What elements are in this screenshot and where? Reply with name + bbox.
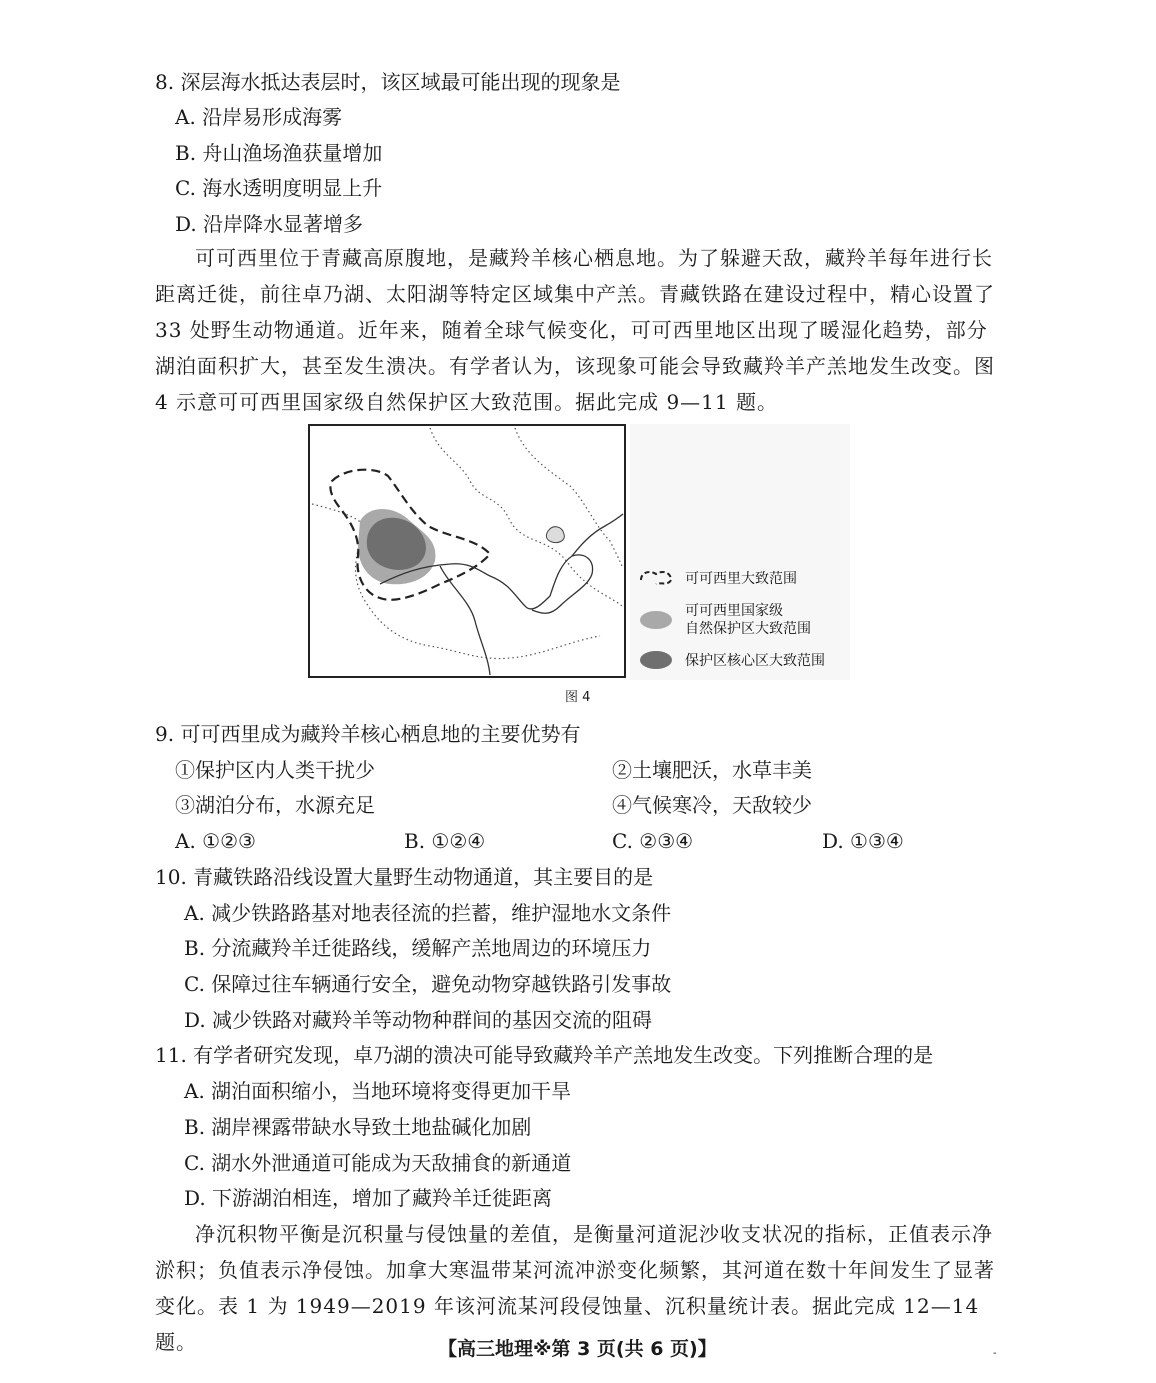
figure-caption: 图 4	[565, 690, 591, 705]
passage-kekexili: 可可西里位于青藏高原腹地，是藏羚羊核心栖息地。为了躲避天敌，藏羚羊每年进行长距离迁徙，前往卓乃湖、太阳湖等特定区域集中产羔。青藏铁路在建设过程中，精心设置了 33 处野生动物通道。近年来，随着全球气候变化，可可西里地区出现了暖湿化趋势，部分湖泊面积扩大，甚至发生溃决。有学者认为，该现象可能会导致藏羚羊产羔地发生改变。图 4 示意可可西里国家级自然保护区大致范围。据此完成 9—11 题。	[155, 246, 995, 414]
q11-option-c: C. 湖水外泄通道可能成为天敌捕食的新通道	[184, 1151, 572, 1175]
q10-option-b: B. 分流藏羚羊迁徙路线，缓解产羔地周边的环境压力	[184, 936, 652, 960]
q11-option-b: B. 湖岸裸露带缺水导致土地盐碱化加剧	[184, 1115, 532, 1139]
map-legend	[630, 424, 850, 680]
page-footer: 【高三地理※第 3 页(共 6 页)】	[438, 1338, 717, 1360]
map-figure	[308, 424, 626, 678]
dotted-boundary	[515, 428, 622, 566]
q11-stem: 11. 有学者研究发现，卓乃湖的溃决可能导致藏羚羊产羔地发生改变。下列推断合理的是	[155, 1043, 934, 1067]
q9-item-3: ③湖泊分布，水源充足	[175, 793, 375, 817]
dashed-outline-icon	[638, 568, 674, 588]
q8-option-a: A. 沿岸易形成海雾	[175, 105, 343, 129]
q9-option-b: B. ①②④	[404, 829, 486, 853]
q9-option-c: C. ②③④	[612, 829, 694, 853]
q9-item-4: ④气候寒冷，天敌较少	[612, 793, 812, 817]
q8-option-c: C. 海水透明度明显上升	[175, 176, 383, 200]
q8-option-d: D. 沿岸降水显著增多	[175, 212, 364, 236]
legend-reserve-label-2: 自然保护区大致范围	[685, 621, 811, 637]
q9-option-d: D. ①③④	[822, 829, 904, 853]
q9-option-a: A. ①②③	[175, 829, 256, 853]
q8-stem: 8. 深层海水抵达表层时，该区域最可能出现的现象是	[155, 70, 621, 94]
q9-item-2: ②土壤肥沃，水草丰美	[612, 758, 812, 782]
q9-item-1: ①保护区内人类干扰少	[175, 758, 375, 782]
legend-reserve-label-1: 可可西里国家级	[685, 603, 783, 619]
lake	[546, 527, 564, 543]
q10-option-c: C. 保障过往车辆通行安全，避免动物穿越铁路引发事故	[184, 972, 672, 996]
q11-option-d: D. 下游湖泊相连，增加了藏羚羊迁徙距离	[184, 1186, 553, 1210]
map-svg	[310, 426, 624, 676]
q10-option-a: A. 减少铁路路基对地表径流的拦蓄，维护湿地水文条件	[184, 901, 672, 925]
light-gray-blob-icon	[638, 610, 674, 630]
dark-gray-blob-icon	[638, 650, 674, 670]
q10-stem: 10. 青藏铁路沿线设置大量野生动物通道，其主要目的是	[155, 865, 654, 889]
legend-core-label: 保护区核心区大致范围	[685, 653, 825, 669]
river	[440, 566, 490, 675]
q9-stem: 9. 可可西里成为藏羚羊核心栖息地的主要优势有	[155, 722, 581, 746]
river	[572, 514, 623, 556]
q10-option-d: D. 减少铁路对藏羚羊等动物种群间的基因交流的阻碍	[184, 1008, 653, 1032]
legend-range-label: 可可西里大致范围	[685, 571, 797, 587]
corner-mark: -	[993, 1348, 997, 1359]
q8-option-b: B. 舟山渔场渔获量增加	[175, 141, 383, 165]
q11-option-a: A. 湖泊面积缩小，当地环境将变得更加干旱	[184, 1079, 572, 1103]
passage-sediment: 净沉积物平衡是沉积量与侵蚀量的差值，是衡量河道泥沙收支状况的指标，正值表示净淤积；负值表示净侵蚀。加拿大寒温带某河流冲淤变化频繁，其河道在数十年间发生了显著变化。表 1 为 1949—2019 年该河流某河段侵蚀量、沉积量统计表。据此完成 12—14 题。	[155, 1222, 995, 1354]
dotted-boundary	[430, 428, 622, 606]
